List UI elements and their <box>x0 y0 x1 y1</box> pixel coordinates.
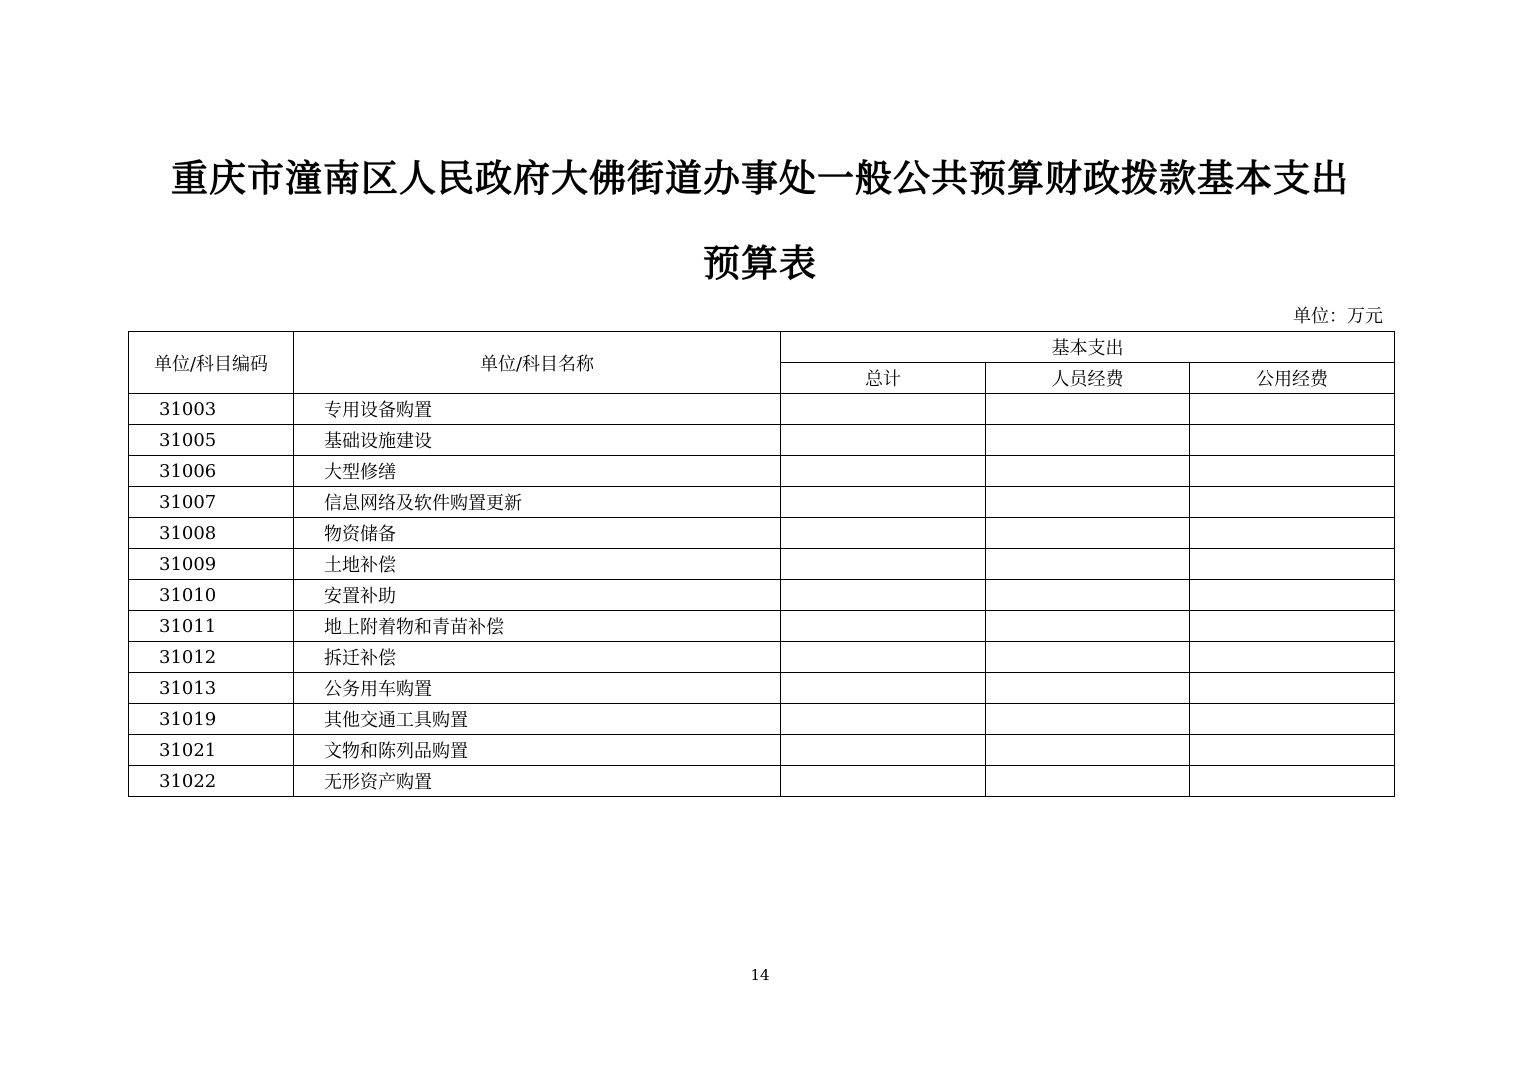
cell-total <box>781 642 986 673</box>
header-code: 单位/科目编码 <box>129 332 294 394</box>
cell-public <box>1190 642 1395 673</box>
cell-code: 31006 <box>129 456 294 487</box>
cell-code: 31012 <box>129 642 294 673</box>
cell-personnel <box>986 549 1190 580</box>
cell-public <box>1190 611 1395 642</box>
cell-code: 31003 <box>129 394 294 425</box>
table-row <box>129 456 1395 487</box>
page-number: 14 <box>750 966 770 984</box>
cell-code: 31022 <box>129 766 294 797</box>
cell-name: 安置补助 <box>294 580 781 611</box>
cell-total <box>781 611 986 642</box>
cell-total <box>781 704 986 735</box>
table-row <box>129 549 1395 580</box>
cell-public <box>1190 735 1395 766</box>
cell-code: 31009 <box>129 549 294 580</box>
table-row <box>129 487 1395 518</box>
table-row <box>129 394 1395 425</box>
table-row <box>129 766 1395 797</box>
cell-personnel <box>986 642 1190 673</box>
cell-name: 专用设备购置 <box>294 394 781 425</box>
cell-public <box>1190 487 1395 518</box>
cell-public <box>1190 766 1395 797</box>
cell-public <box>1190 580 1395 611</box>
table-row <box>129 673 1395 704</box>
cell-public <box>1190 456 1395 487</box>
cell-personnel <box>986 580 1190 611</box>
table-row <box>129 580 1395 611</box>
cell-name: 地上附着物和青苗补偿 <box>294 611 781 642</box>
cell-name: 无形资产购置 <box>294 766 781 797</box>
cell-public <box>1190 518 1395 549</box>
budget-table <box>128 331 1395 797</box>
cell-name: 土地补偿 <box>294 549 781 580</box>
header-name: 单位/科目名称 <box>294 332 781 394</box>
table-row <box>129 704 1395 735</box>
cell-name: 拆迁补偿 <box>294 642 781 673</box>
table-row <box>129 518 1395 549</box>
header-total: 总计 <box>781 363 986 394</box>
cell-code: 31008 <box>129 518 294 549</box>
page-title-line2: 预算表 <box>703 242 817 285</box>
cell-personnel <box>986 394 1190 425</box>
cell-personnel <box>986 611 1190 642</box>
cell-code: 31011 <box>129 611 294 642</box>
cell-name: 基础设施建设 <box>294 425 781 456</box>
cell-total <box>781 735 986 766</box>
cell-code: 31021 <box>129 735 294 766</box>
table-body <box>129 394 1395 797</box>
cell-personnel <box>986 673 1190 704</box>
cell-personnel <box>986 518 1190 549</box>
cell-name: 公务用车购置 <box>294 673 781 704</box>
cell-total <box>781 425 986 456</box>
cell-personnel <box>986 425 1190 456</box>
cell-code: 31019 <box>129 704 294 735</box>
cell-public <box>1190 673 1395 704</box>
cell-name: 物资储备 <box>294 518 781 549</box>
cell-public <box>1190 394 1395 425</box>
cell-code: 31007 <box>129 487 294 518</box>
header-basic-expense: 基本支出 <box>781 332 1395 363</box>
cell-name: 其他交通工具购置 <box>294 704 781 735</box>
page-title: 重庆市潼南区人民政府大佛街道办事处一般公共预算财政拨款基本支出 <box>171 157 1349 200</box>
cell-total <box>781 487 986 518</box>
header-personnel: 人员经费 <box>986 363 1190 394</box>
cell-code: 31013 <box>129 673 294 704</box>
header-public: 公用经费 <box>1190 363 1395 394</box>
cell-total <box>781 394 986 425</box>
cell-total <box>781 518 986 549</box>
cell-total <box>781 580 986 611</box>
table-row <box>129 735 1395 766</box>
table-row <box>129 425 1395 456</box>
unit-label: 单位：万元 <box>1293 306 1383 327</box>
table-row <box>129 642 1395 673</box>
cell-personnel <box>986 456 1190 487</box>
cell-total <box>781 766 986 797</box>
cell-total <box>781 673 986 704</box>
cell-name: 大型修缮 <box>294 456 781 487</box>
cell-personnel <box>986 487 1190 518</box>
cell-public <box>1190 704 1395 735</box>
cell-personnel <box>986 766 1190 797</box>
cell-name: 文物和陈列品购置 <box>294 735 781 766</box>
cell-name: 信息网络及软件购置更新 <box>294 487 781 518</box>
cell-total <box>781 549 986 580</box>
cell-public <box>1190 549 1395 580</box>
table-row <box>129 611 1395 642</box>
cell-total <box>781 456 986 487</box>
cell-code: 31005 <box>129 425 294 456</box>
cell-personnel <box>986 735 1190 766</box>
cell-code: 31010 <box>129 580 294 611</box>
cell-personnel <box>986 704 1190 735</box>
cell-public <box>1190 425 1395 456</box>
